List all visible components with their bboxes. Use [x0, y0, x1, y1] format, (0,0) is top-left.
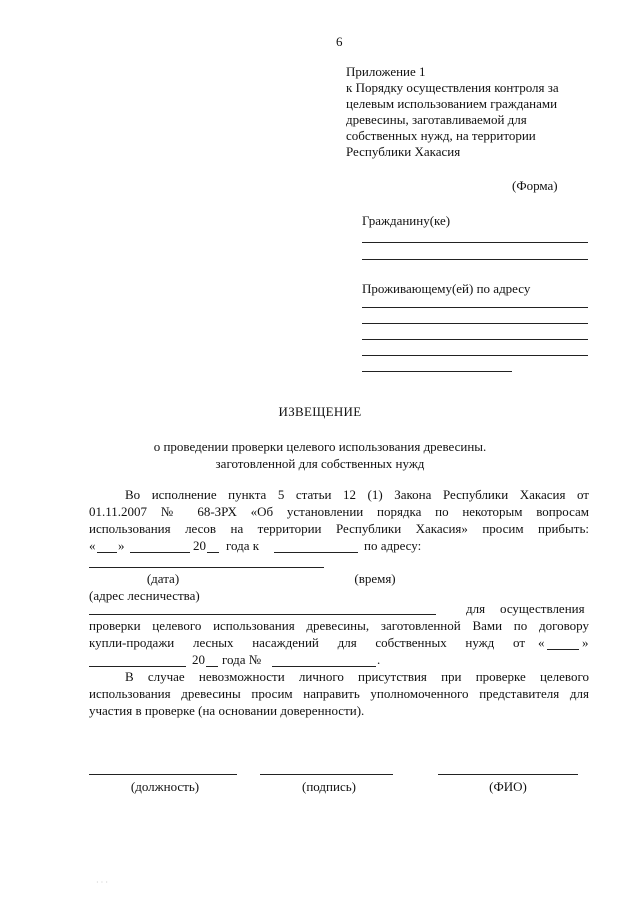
purpose-suffix: осуществления	[500, 601, 585, 616]
date-time-line	[89, 567, 324, 568]
year-suffix: года к	[226, 538, 260, 553]
paragraph-line: 01.11.2007 № 68-ЗРХ «Об установлении порядка по некоторым вопросам	[89, 504, 589, 519]
document-subtitle	[0, 438, 640, 472]
recipient-name-line	[362, 242, 588, 243]
contract-month-blank	[89, 666, 186, 667]
appendix-line: Республики Хакасия	[346, 144, 461, 159]
appendix-block	[346, 64, 616, 160]
time-caption: (время)	[354, 571, 396, 586]
contract-day-blank	[547, 649, 579, 650]
appendix-line: Приложение 1	[346, 64, 426, 79]
document-title: ИЗВЕЩЕНИЕ	[278, 404, 362, 419]
year-blank	[207, 552, 219, 553]
date-close-quote: »	[118, 538, 125, 553]
page-number: 6	[336, 34, 343, 49]
address-line	[362, 307, 588, 308]
address-line	[362, 371, 512, 372]
recipient-name-line	[362, 259, 588, 260]
period: .	[377, 652, 381, 667]
appendix-line: собственных нужд, на территории	[346, 128, 536, 143]
year2-blank	[206, 666, 218, 667]
form-label: (Форма)	[512, 178, 558, 193]
paragraph-line: В случае невозможности личного присутствия при проверке целевого	[125, 669, 589, 684]
to-address-text: по адресу:	[364, 538, 422, 553]
year2-prefix: 20	[192, 652, 205, 667]
date-caption: (дата)	[146, 571, 180, 586]
address-label: Проживающему(ей) по адресу	[362, 281, 531, 296]
contract-open-quote: «	[538, 635, 545, 650]
forestry-caption: (адрес лесничества)	[89, 588, 200, 603]
address-line	[362, 323, 588, 324]
appendix-line: древесины, заготавливаемой для	[346, 112, 527, 127]
paragraph-line: проверки целевого использования древесины, заготовленной Вами по договору	[89, 618, 589, 633]
subtitle-line: заготовленной для собственных нужд	[215, 456, 425, 471]
name-caption: (ФИО)	[489, 779, 527, 794]
subtitle-line: о проведении проверки целевого использования древесины.	[153, 439, 487, 454]
month-blank	[130, 552, 190, 553]
address-line	[362, 355, 588, 356]
year-prefix: 20	[193, 538, 206, 553]
contract-number-blank	[272, 666, 376, 667]
year2-suffix: года №	[222, 652, 262, 667]
paragraph-line: Во исполнение пункта 5 статьи 12 (1) Закона Республики Хакасия от	[125, 487, 589, 502]
position-caption: (должность)	[130, 779, 200, 794]
paragraph-line: участия в проверке (на основании доверенности).	[89, 703, 365, 718]
position-line	[89, 774, 237, 775]
paragraph-line: использования древесины просим направить уполномоченного представителя для	[89, 686, 589, 701]
purpose-prefix: для	[466, 601, 486, 616]
paragraph-line: купли-продажи лесных насаждений для собственных нужд от	[89, 635, 525, 650]
date-open-quote: «	[89, 538, 96, 553]
signature-caption: (подпись)	[302, 779, 356, 794]
contract-close-quote: »	[582, 635, 589, 650]
appendix-line: к Порядку осуществления контроля за	[346, 80, 559, 95]
paragraph-line: использования лесов на территории Республики Хакасия» просим прибыть:	[89, 521, 589, 536]
time-blank	[274, 552, 358, 553]
appendix-line: целевым использованием гражданами	[346, 96, 558, 111]
signature-line	[260, 774, 393, 775]
name-line	[438, 774, 578, 775]
recipient-label: Гражданину(ке)	[362, 213, 451, 228]
forestry-address-line	[89, 614, 436, 615]
address-line	[362, 339, 588, 340]
scan-speck: · · ·	[96, 878, 108, 887]
day-blank	[97, 552, 117, 553]
